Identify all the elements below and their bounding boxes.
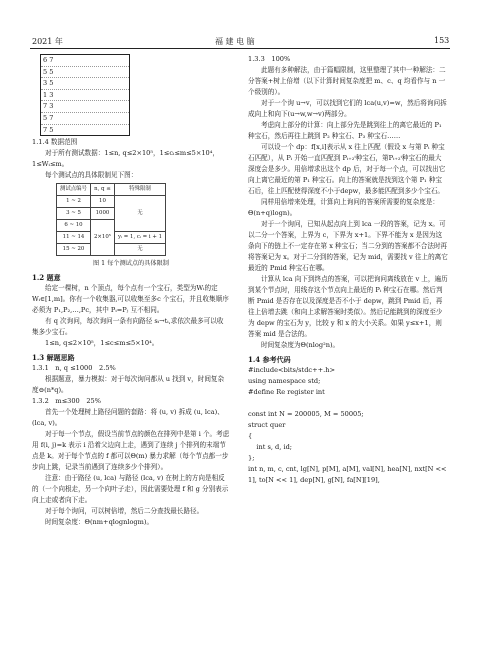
paragraph: 给定一棵树，n 个顶点，每个点有一个宝石，类型为Wᵢ的定Wᵢ∈[1,m]。你有一个收集器,可以收集至多c 个宝石，并且收集顺序必须为 P₁,P₂,…,Pc，其中 Pᵢ=Pⱼ 互不相同。 bbox=[32, 284, 229, 315]
subsection-1-3-1-title: 1.3.1 n, q ≤1000 2.5% bbox=[32, 364, 116, 373]
code-line: #include<bits/stdc++.h> bbox=[248, 366, 336, 374]
sample-line: 3 5 bbox=[41, 78, 129, 90]
paragraph: 有 q 次询问，每次询问一条有向路径 sᵢ→tᵢ,求依次最多可以收集多少宝石。 bbox=[32, 317, 224, 337]
section-1-1-4-title: 1.1.4 数据范围 bbox=[32, 138, 78, 147]
code-line: #define Re register int bbox=[248, 388, 325, 396]
table-cell: 3 ~ 5 bbox=[57, 208, 91, 220]
paragraph: 对于一个询 u→v，可以找到它们的 lca(u,v)=w，然后将询问拆成向上和向下(u→w,w→v)两部分。 bbox=[248, 99, 447, 118]
subsection-1-3-2-title: 1.3.2 m≤300 25% bbox=[32, 397, 101, 406]
paragraph: 可以设一个 dp：f[x,i]表示从 x 往上匹配（假设 x 与第 Pᵢ 种宝石匹配），从 Pᵢ 开始一直匹配到 Pᵢ₊₂ⁱ种宝石，第Pᵢ₊₂ⁱ种宝石的最大深度会是多少。用倍增求出这个 dp 后，对于每一个点，可以找出它向上离它最近的第 P₁ 种宝石。向上的答案就是找到这个第 P₁ 种宝石后，往上匹配使得深度不小于depw，最多能匹配到多少个宝石。 bbox=[248, 143, 446, 195]
code-line bbox=[248, 398, 448, 409]
table-cell: 无 bbox=[114, 196, 165, 232]
table-cell: yᵢ = 1, cᵢ = i + 1 bbox=[114, 232, 165, 244]
sample-line: 5 5 bbox=[41, 67, 129, 79]
paragraph: 对于所有测试数据：1≤n, q≤2×10⁵，1≤cᵢ≤m≤5×10⁴，1≤Wᵢ≤m。 bbox=[32, 149, 219, 169]
figure-caption: 图 1 每个测试点的具体限制 bbox=[93, 260, 169, 268]
paragraph: 根据题意，暴力模拟：对于每次询问都从 u 找到 v，时间复杂度⊖(n*q)。 bbox=[32, 375, 225, 395]
header-rule bbox=[30, 48, 450, 49]
paragraph: 对于每一个节点，假设当前节点的颜色在排列中是第 i 个。考虑用 f(i, j)=k 表示 i 沿着父边向上走，遇到了连续 j 个排列的末端节点是 k。对于每个节点的 f 都可以Θ(m) 暴力求解（每个节点都一步步向上跳，记录当前遇到了连续多少个排列）。 bbox=[32, 430, 230, 472]
code-line: int n, m, c, cnt, lg[N], p[M], a[M], val[N], hea[N], nxt[N << 1], to[N << 1], dep[N], g[N], fa[N][19], bbox=[248, 465, 447, 484]
section-1-2-title: 1.2 题意 bbox=[32, 273, 61, 283]
code-line: using namespace std; bbox=[248, 377, 321, 385]
table-cell: 15 ~ 20 bbox=[57, 244, 91, 256]
sample-line: 5 7 bbox=[41, 113, 129, 125]
table-header: 测试点编号 bbox=[57, 184, 91, 196]
left-column bbox=[32, 54, 230, 528]
paragraph: 对于一个询问，已知从起点向上到 lca 一段的答案，记为 x。可以二分一个答案，上界为 c，下界为 x+1。下界不能为 x 是因为这条向下的链上不一定存在第 x 种宝石；当二分到的答案都不合法时再将答案记为 x。对于二分到的答案，记为 mid，需要找 v 往上的离它最近的 Pmid 种宝石在哪。 bbox=[248, 220, 448, 272]
limits-table bbox=[56, 183, 166, 256]
table-cell: 无 bbox=[114, 244, 165, 256]
right-column bbox=[248, 54, 448, 486]
table-cell: 1 ~ 2 bbox=[57, 196, 91, 208]
code-listing bbox=[248, 365, 448, 486]
paragraph: 计算从 lca 向下到终点的答案，可以把询问离线放在 v 上，遍历到某个节点时，用线存这个节点向上最近的 Pᵢ 种宝石在哪。然后判断 Pmid 是否存在以及深度是否不小于 depw，跳到 Pmid 后，再往上倍增去跳（和向上求解答案时类似）。然后记能跳到的深度至少为 depw 的宝石为 y，比较 y 和 x 的大小关系。如果 y≤x+1，则答案 mid 是合法的。 bbox=[248, 275, 448, 338]
paragraph: 注意：由于路径 (u, lca) 与路径 (lca, v) 在树上的方向是相反的（一个向根走，另一个向叶子走），因此需要处理 f 和 g 分别表示向上走或者向下走。 bbox=[32, 474, 229, 505]
paragraph: 对于每个询问，可以树倍增，然后二分查找最长路径。 bbox=[45, 507, 204, 516]
paragraph: 时间复杂度：Θ(nm+qlognlogm)。 bbox=[45, 518, 154, 527]
code-line: int s, d, id; bbox=[248, 443, 293, 451]
code-line: struct quer bbox=[248, 421, 286, 429]
table-cell: 2×10⁵ bbox=[90, 220, 114, 256]
table-cell: 1000 bbox=[90, 208, 114, 220]
paragraph: 1≤n, q≤2×10⁵，1≤c≤m≤5×10⁴。 bbox=[45, 339, 159, 348]
code-line: }; bbox=[248, 454, 255, 462]
sample-line: 1 3 bbox=[41, 90, 129, 102]
table-header: 特殊限制 bbox=[114, 184, 165, 196]
paragraph: 考虑向上部分的计算：向上部分先是跳到往上的离它最近的 P₁ 种宝石，然后再往上跳到 P₂ 种宝石、P₃ 种宝石…… bbox=[248, 121, 442, 140]
sample-line: 7 3 bbox=[41, 101, 129, 113]
paragraph: 时间复杂度为Θ(nlog²n)。 bbox=[261, 341, 340, 349]
code-line: const int N = 200005, M = 50005; bbox=[248, 410, 364, 418]
table-cell: 10 bbox=[90, 196, 114, 208]
paragraph: 此题有多种解法，由于篇幅限制，这里整理了其中一种解法：二分答案+树上倍增（以下计算时间复杂度把 m、c、q 均看作与 n 一个级别的）。 bbox=[248, 66, 446, 96]
code-line: { bbox=[248, 432, 253, 440]
sample-line: 6 7 bbox=[41, 55, 129, 67]
paragraph: 首先一个处理树上路径问题的套路：将 (u, v) 拆成 (u, lca)、(lca, v)。 bbox=[32, 408, 224, 428]
header-journal: 福 建 电 脑 bbox=[215, 37, 255, 46]
table-cell: 6 ~ 10 bbox=[57, 220, 91, 232]
section-1-4-title: 1.4 参考代码 bbox=[248, 355, 291, 364]
header-page-number: 153 bbox=[434, 36, 450, 45]
subsection-1-3-3-title: 1.3.3 100% bbox=[248, 55, 291, 63]
paragraph: 每个测试点的具体限制见下图： bbox=[45, 171, 138, 180]
table-header: n, q ≤ bbox=[90, 184, 114, 196]
table-cell: 11 ~ 14 bbox=[57, 232, 91, 244]
sample-line: 7 5 bbox=[43, 125, 54, 134]
section-1-3-title: 1.3 解题思路 bbox=[32, 353, 75, 363]
header-year: 2021 年 bbox=[32, 37, 63, 46]
paragraph: 同样用倍增来处理，计算向上询问的答案所需要的复杂度是：Θ(n+q)logn)。 bbox=[248, 198, 440, 217]
sample-output-box bbox=[40, 54, 130, 136]
